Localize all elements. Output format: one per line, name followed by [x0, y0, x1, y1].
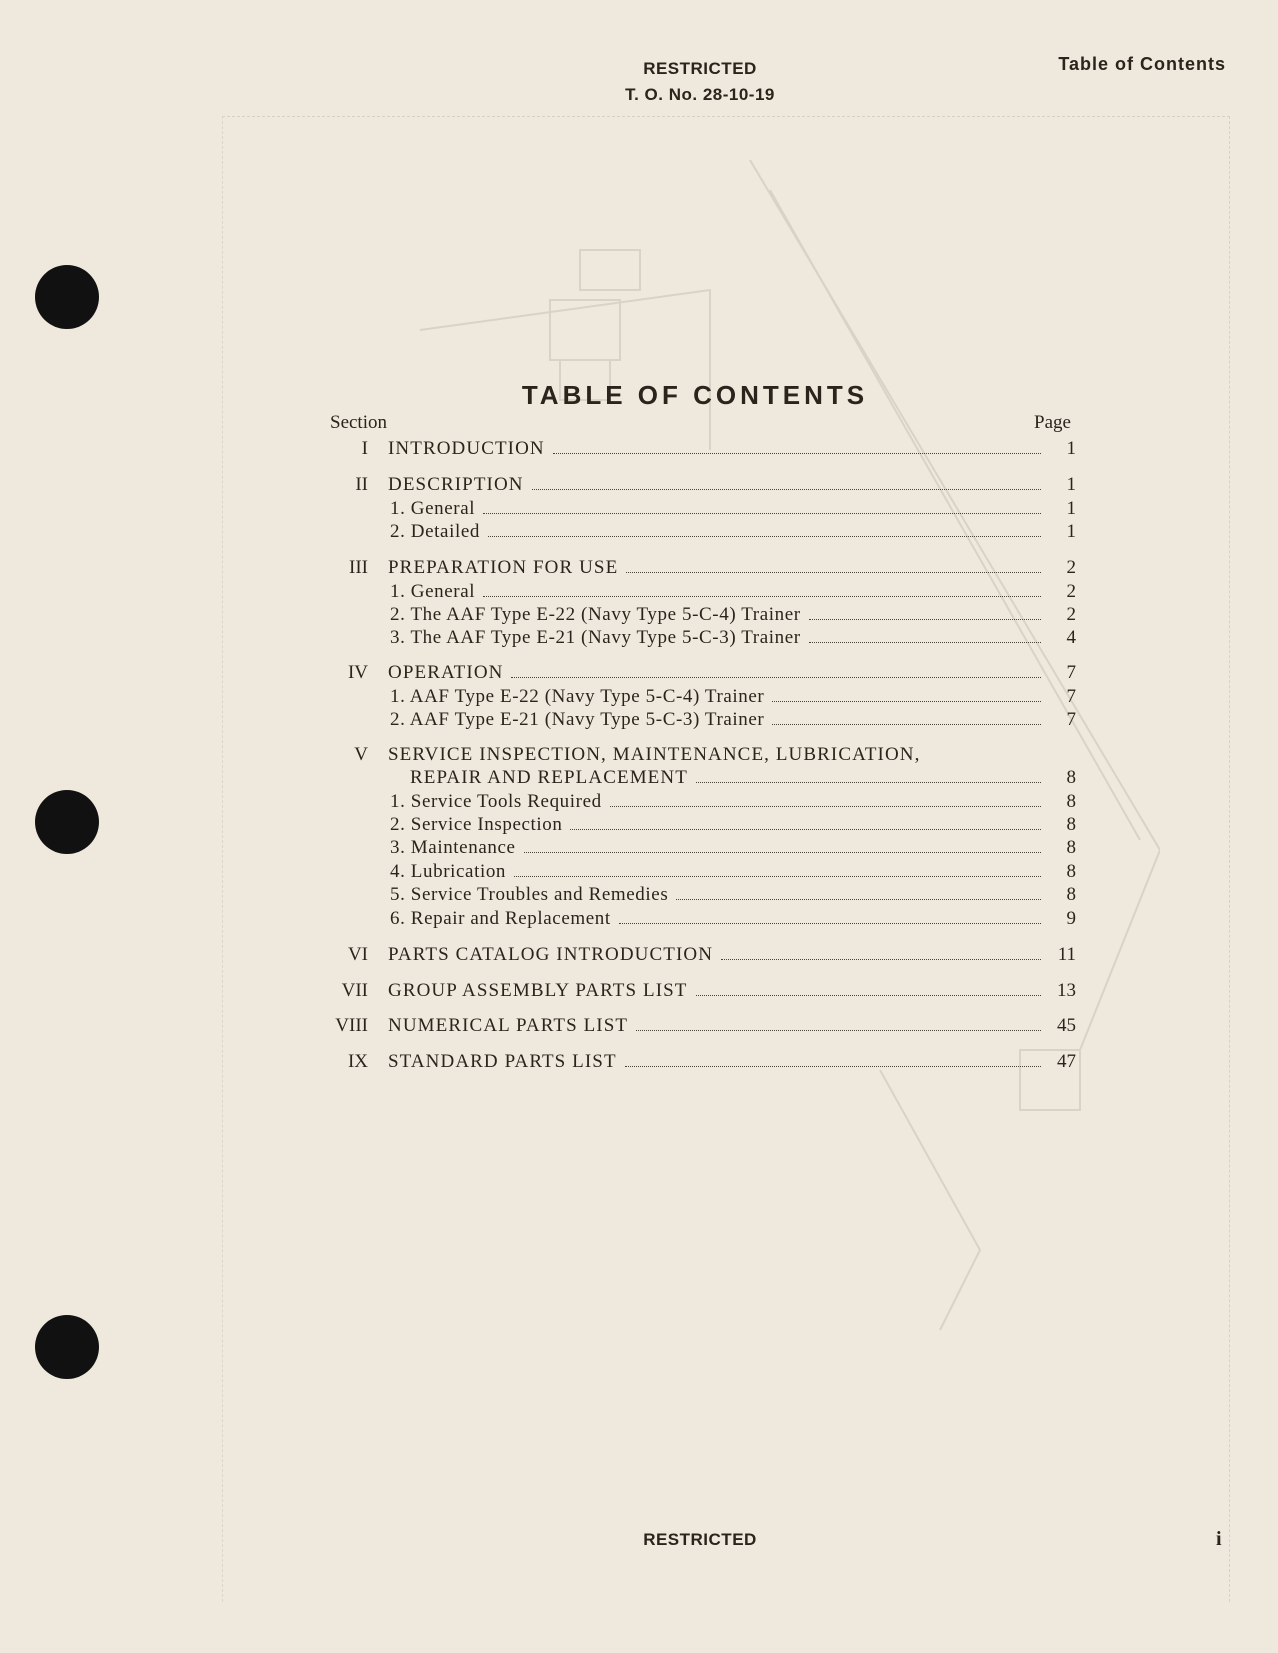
toc-page-number: 8	[1066, 884, 1076, 905]
toc-entry-title: 1. Service Tools Required	[390, 791, 602, 812]
toc-page-number: 2	[1066, 557, 1076, 578]
toc-entry-title: 5. Service Troubles and Remedies	[390, 884, 669, 905]
toc-entry	[0, 473, 1278, 497]
toc-entry	[0, 1014, 1278, 1038]
toc-page-number: 1	[1066, 521, 1076, 542]
toc-entry-title: PARTS CATALOG INTRODUCTION	[388, 944, 714, 965]
toc-entry-title: PREPARATION FOR USE	[388, 557, 619, 578]
toc-entry	[0, 943, 1278, 967]
toc-page-number: 11	[1057, 944, 1076, 965]
toc-page-number: 7	[1066, 662, 1076, 683]
toc-section-number: II	[355, 474, 368, 495]
toc-entry-title: 1. General	[390, 581, 476, 602]
toc-page-number: 13	[1057, 980, 1076, 1001]
toc-entry	[0, 685, 1278, 709]
toc-entry	[0, 556, 1278, 580]
binder-hole	[35, 1315, 99, 1379]
toc-page-number: 8	[1066, 861, 1076, 882]
toc-entry-title: GROUP ASSEMBLY PARTS LIST	[388, 980, 688, 1001]
toc-section-number: IV	[347, 662, 368, 683]
page-column-header: Page	[1034, 412, 1071, 433]
toc-page-number: 7	[1066, 709, 1076, 730]
toc-section-number: VIII	[335, 1015, 368, 1036]
toc-entry-title: OPERATION	[388, 662, 504, 683]
toc-entry	[0, 883, 1278, 907]
toc-entry-title: 1. AAF Type E-22 (Navy Type 5-C-4) Trainer	[390, 686, 765, 707]
toc-entry-title: 6. Repair and Replacement	[390, 908, 611, 929]
page-title: TABLE OF CONTENTS	[521, 380, 869, 410]
footer-page-number: i	[1216, 1528, 1222, 1550]
toc-section-number: IX	[347, 1051, 368, 1072]
toc-page-number: 8	[1066, 791, 1076, 812]
toc-entry	[0, 790, 1278, 814]
toc-entry	[0, 743, 1278, 767]
toc-entry	[0, 497, 1278, 521]
toc-page-number: 7	[1066, 686, 1076, 707]
toc-page-number: 8	[1066, 767, 1076, 788]
toc-entry	[0, 437, 1278, 461]
toc-entry-title: 4. Lubrication	[390, 861, 507, 882]
toc-page-number: 9	[1066, 908, 1076, 929]
toc-entry	[0, 520, 1278, 544]
toc-entry	[0, 626, 1278, 650]
toc-entry-title: REPAIR AND REPLACEMENT	[410, 767, 688, 788]
toc-entry	[0, 979, 1278, 1003]
toc-entry	[0, 603, 1278, 627]
toc-page-number: 4	[1066, 627, 1076, 648]
toc-entry-title: 2. Detailed	[390, 521, 480, 542]
toc-section-number: VII	[341, 980, 368, 1001]
toc-section-number: VI	[347, 944, 368, 965]
toc-entry-title: INTRODUCTION	[388, 438, 545, 459]
toc-entry	[0, 580, 1278, 604]
toc-entry	[0, 661, 1278, 685]
page-header	[560, 56, 840, 108]
toc-entry	[0, 836, 1278, 860]
toc-page-number: 45	[1057, 1015, 1076, 1036]
toc-entry-title: 3. Maintenance	[390, 837, 516, 858]
binder-hole	[35, 265, 99, 329]
toc-entry-title: SERVICE INSPECTION, MAINTENANCE, LUBRICATION,	[388, 744, 921, 765]
toc-page-number: 2	[1066, 604, 1076, 625]
toc-entry-title: 2. The AAF Type E-22 (Navy Type 5-C-4) Trainer	[390, 604, 801, 625]
toc-entry-title: 1. General	[390, 498, 476, 519]
footer-classification: RESTRICTED	[643, 1530, 757, 1549]
toc-page-number: 47	[1057, 1051, 1076, 1072]
toc-page-number: 2	[1066, 581, 1076, 602]
toc-entry-title: 2. Service Inspection	[390, 814, 563, 835]
toc-entry-title: 3. The AAF Type E-21 (Navy Type 5-C-3) Trainer	[390, 627, 801, 648]
toc-entry	[0, 860, 1278, 884]
header-section-label: Table of Contents	[1058, 54, 1226, 74]
toc-section-number: V	[354, 744, 368, 765]
toc-entry	[0, 1050, 1278, 1074]
toc-entry	[0, 766, 1278, 790]
toc-entry-title: NUMERICAL PARTS LIST	[388, 1015, 629, 1036]
toc-entry	[0, 907, 1278, 931]
toc-section-number: III	[349, 557, 368, 578]
toc-page-number: 8	[1066, 814, 1076, 835]
section-column-header: Section	[330, 412, 387, 433]
toc-entry-title: 2. AAF Type E-21 (Navy Type 5-C-3) Trainer	[390, 709, 765, 730]
toc-entry	[0, 708, 1278, 732]
header-doc-number: T. O. No. 28-10-19	[625, 85, 775, 104]
header-classification: RESTRICTED	[643, 59, 757, 78]
toc-section-number: I	[361, 438, 368, 459]
toc-page-number: 1	[1066, 474, 1076, 495]
toc-entry-title: STANDARD PARTS LIST	[388, 1051, 617, 1072]
toc-page-number: 1	[1066, 498, 1076, 519]
toc-entry-title: DESCRIPTION	[388, 474, 524, 495]
toc-page-number: 8	[1066, 837, 1076, 858]
toc-entry	[0, 813, 1278, 837]
toc-page-number: 1	[1066, 438, 1076, 459]
